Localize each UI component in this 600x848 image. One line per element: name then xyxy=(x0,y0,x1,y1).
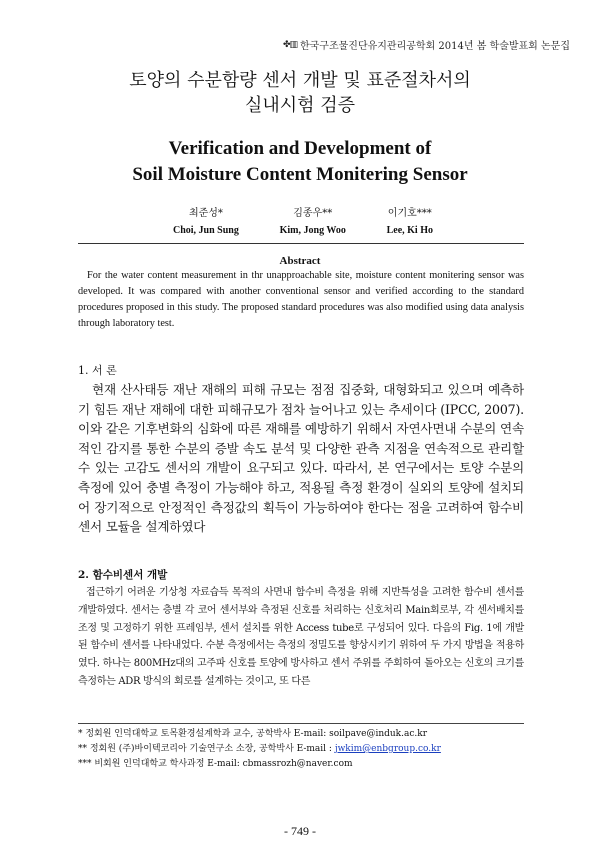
section-1-body: 현재 산사태등 재난 재해의 피해 규모는 점점 집중화, 대형화되고 있으며 예측하기 힘든 재난 재해에 대한 피해규모가 점차 늘어나고 있는 추세이다 (IPCC, 2007). 이와 같은 기후변화의 심화에 따른 재해를 예방하기 위해서 자연사면내 수분의 연속적인 감지를 통한 수분의 증발 속도 분석 및 다양한 관측 지점을 연속적으로 관리할 수 있는 고감도 센서의 개발이 요구되고 있다. 따라서, 본 연구에서는 토양 수분의 측정에 있어 충별 측정이 가능해야 하고, 적용될 측정 환경이 실외의 토양에 설치되어 장기적으로 안정적인 측정값의 획득이 가능하여야 한다는 점을 고려하여 함수비 센서 모듈을 설계하였다 xyxy=(78,382,524,535)
section-1-heading: 1. 서 론 xyxy=(78,364,117,377)
title-divider xyxy=(78,243,524,244)
journal-title: 한국구조물진단유지관리공학회 2014년 봄 학술발표회 논문집 xyxy=(299,41,570,52)
footnote-1-text: * 정회원 인덕대학교 토목환경설계학과 교수, 공학박사 E-mail: soilpave@induk.ac.kr xyxy=(78,729,428,739)
header-ornament-icon: ✤▥ xyxy=(282,39,297,50)
author-3-korean-name: 이기호*** xyxy=(387,208,432,219)
footnote-2-text: ** 정회원 (주)바이텍코리아 기술연구소 소장, 공학박사 E-mail : xyxy=(78,744,335,754)
section-2-heading: 2. 함수비센서 개발 xyxy=(78,569,168,581)
author-2-korean-name: 김종우** xyxy=(293,208,333,219)
footnote-2-email-link[interactable]: jwkim@enbgroup.co.kr xyxy=(334,744,441,754)
author-3-english-name: Lee, Ki Ho xyxy=(386,225,433,236)
english-title-line-1: Verification and Development of xyxy=(168,138,432,159)
english-title-line-2: Soil Moisture Content Monitering Sensor xyxy=(132,164,468,185)
footnote-1 xyxy=(78,727,524,742)
abstract-heading: Abstract xyxy=(279,255,321,267)
section-2-body: 접근하기 어려운 기상청 자료습득 목적의 사면내 함수비 측정을 위해 지반특성을 고려한 함수비 센서를 개발하였다. 센서는 층별 각 코어 센서부와 측정된 신호를 처리하는 신호처리 Main회로부, 각 센서배치를 조정 및 고정하기 위한 프레임부, 센서 설치를 위한 Access tube로 구성되어 있다. 다음의 Fig. 1에 개발된 함수비 센서를 나타내었다. 수분 측정에서는 측정의 정밀도를 향상시키기 위하여 두 가지 방법을 적용하였다. 하나는 800MHz대의 고주파 신호를 토양에 방사하고 센서 주위를 주회하여 돌아오는 신호의 크기를 측정하는 ADR 방식의 회로를 설계하는 것이고, 또 다른 xyxy=(78,587,524,687)
author-3 xyxy=(387,205,433,239)
korean-title-line-2: 실내시험 검증 xyxy=(244,95,356,116)
footnotes xyxy=(78,727,524,772)
footnote-2 xyxy=(78,742,524,757)
journal-header xyxy=(283,37,570,52)
english-title xyxy=(0,136,600,188)
page-number: - 749 - xyxy=(284,824,316,838)
author-1 xyxy=(173,205,239,239)
footnote-3 xyxy=(78,757,524,772)
author-1-english-name: Choi, Jun Sung xyxy=(173,225,239,236)
abstract-body: For the water content measurement in thr unapproachable site, moisture content monitering sensor was developed. It was compared with another conventional sensor and verified according to the standard procedures proposed in this study. The proposed standard procedures was also modified using data analysis through laboratory test. xyxy=(78,270,524,329)
author-2 xyxy=(280,205,346,239)
author-list xyxy=(173,205,433,239)
author-2-english-name: Kim, Jong Woo xyxy=(279,225,346,236)
footnote-divider xyxy=(78,723,524,724)
author-1-korean-name: 최준성* xyxy=(188,208,223,219)
footnote-3-text: *** 비회원 인덕대학교 학사과정 E-mail: cbmassrozh@naver.com xyxy=(78,759,353,769)
korean-title xyxy=(0,68,600,118)
korean-title-line-1: 토양의 수분함량 센서 개발 및 표준절차서의 xyxy=(129,70,471,91)
